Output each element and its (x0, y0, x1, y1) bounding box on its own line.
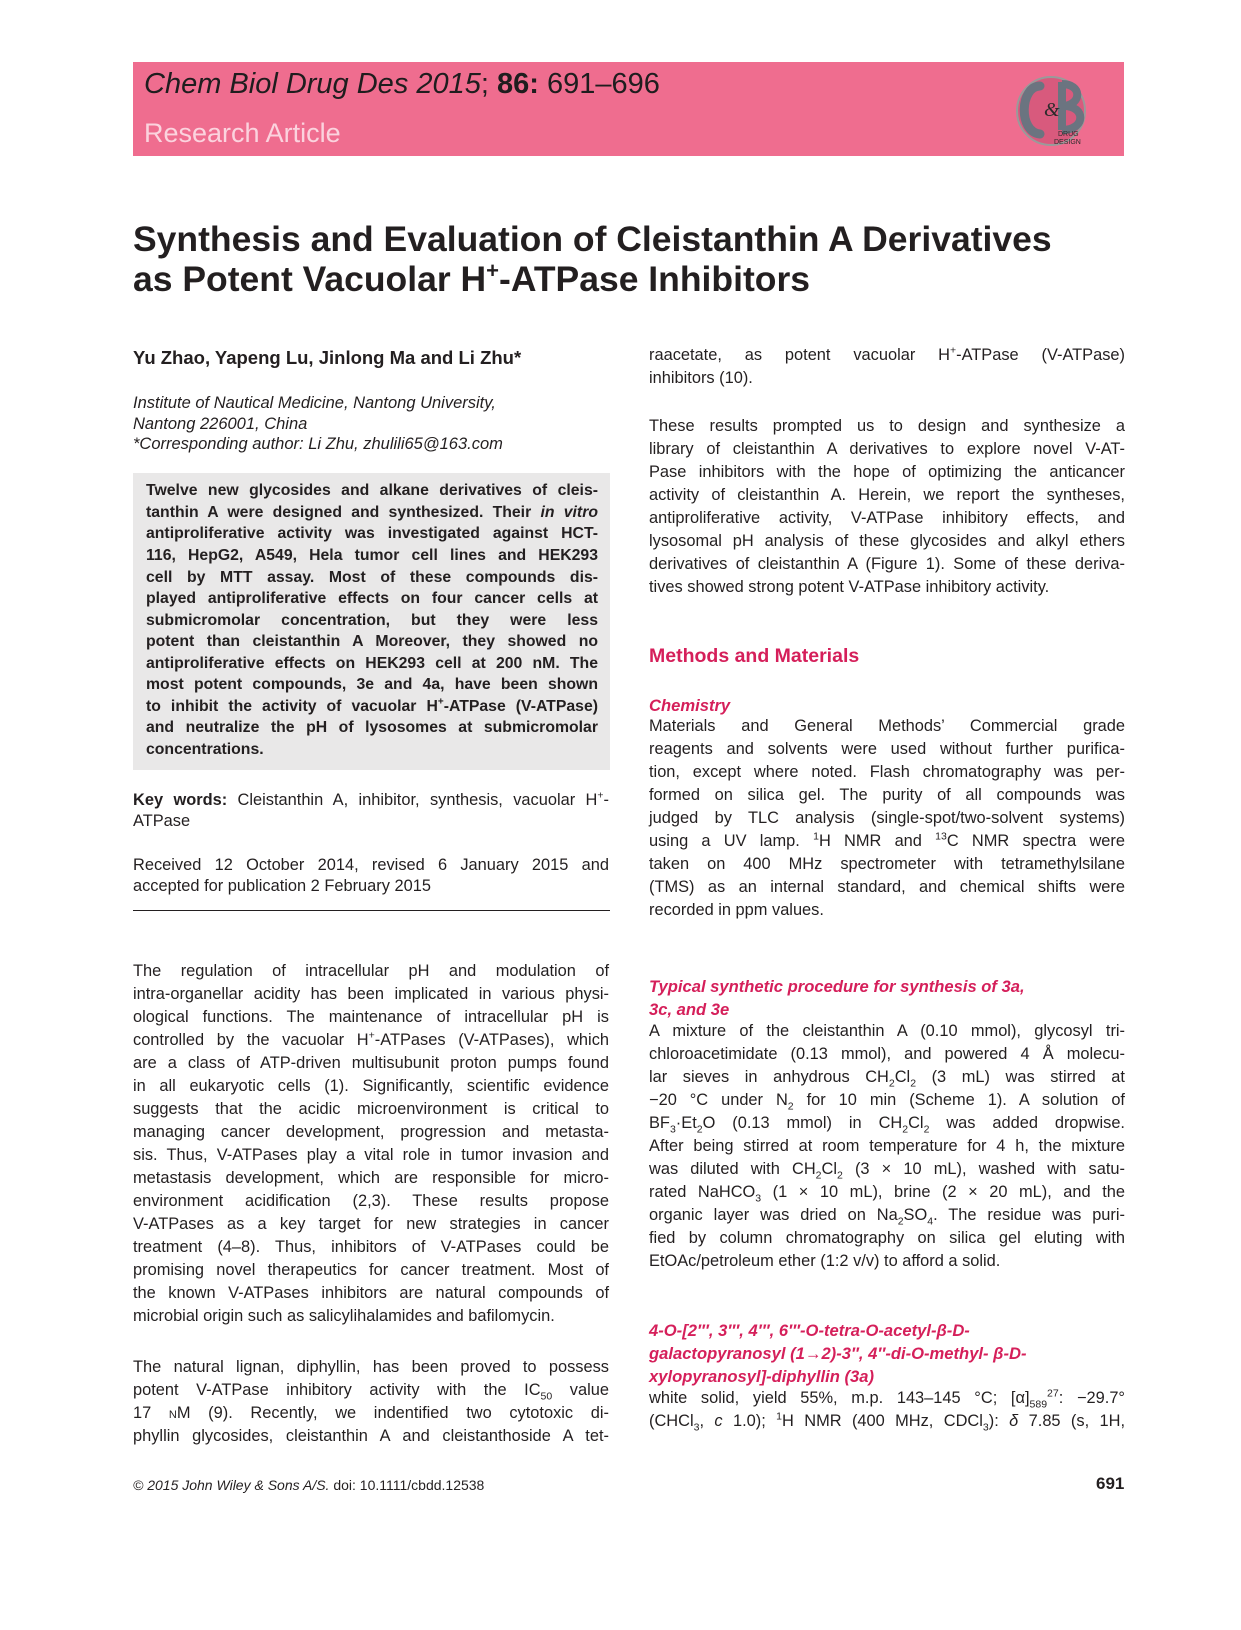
article-type: Research Article (144, 118, 341, 148)
body-line (649, 1159, 1125, 1180)
body-line: V-ATPases as a key target for new strategies in cancer (133, 1215, 609, 1233)
journal-volume: 86: (497, 68, 539, 100)
body-text: rated NaHCO (649, 1183, 756, 1201)
keywords-sup: + (597, 789, 604, 802)
body-text: C NMR spectra were (946, 832, 1125, 850)
journal-pages: 691–696 (538, 68, 660, 100)
body-line: The natural lignan, diphyllin, has been proved to possess (133, 1358, 609, 1376)
body-sup: + (949, 344, 957, 357)
body-sub: 4 (927, 1215, 934, 1228)
body-italic: δ (1009, 1412, 1019, 1430)
body-line: treatment (4–8). Thus, inhibitors of V-ATPases could be (133, 1238, 609, 1256)
body-text: potent V-ATPase inhibitory activity with the IC (133, 1381, 541, 1399)
title-line-2a: as Potent Vacuolar H (133, 259, 487, 299)
abstract-line: Twelve new glycosides and alkane derivatives of cleis- (146, 482, 598, 499)
body-text: controlled by the vacuolar H (133, 1031, 369, 1049)
affiliation-line-1: Institute of Nautical Medicine, Nantong University, (133, 394, 496, 412)
received-dates: Received 12 October 2014, revised 6 January 2015 and (133, 856, 609, 874)
abstract-line: submicromolar concentration, but they were less (146, 612, 598, 629)
body-text: (CHCl (649, 1412, 694, 1430)
doi-link[interactable]: doi: 10.1111/cbdd.12538 (329, 1477, 485, 1493)
journal-name: Chem Biol Drug Des 2015 (144, 68, 481, 100)
title-line-2b: -ATPase Inhibitors (499, 259, 811, 299)
subsection-heading-chemistry: Chemistry (649, 696, 731, 715)
compound-heading: 4-O-[2′′′, 3′′′, 4′′′, 6′′′-O-tetra-O-acetyl-β-D- (649, 1321, 970, 1340)
body-text: SO (903, 1206, 928, 1224)
body-sub: 589 (1029, 1398, 1048, 1411)
body-line: Pase inhibitors with the hope of optimizing the anticancer (649, 463, 1125, 481)
abstract-line (146, 502, 598, 524)
body-text: using a UV lamp. (649, 832, 814, 850)
body-text: organic layer was dried on Na (649, 1206, 898, 1224)
abstract-sup: + (437, 696, 444, 708)
body-line: activity of cleistanthin A. Herein, we report the syntheses, (649, 486, 1125, 504)
copyright: © 2015 John Wiley & Sons A/S. (133, 1477, 330, 1493)
body-line: judged by TLC analysis (single-spot/two-solvent systems) (649, 809, 1125, 827)
body-text: for 10 min (Scheme 1). A solution of (793, 1091, 1125, 1109)
keywords-line-2: ATPase (133, 812, 191, 830)
body-text: raacetate, as potent vacuolar H (649, 346, 950, 364)
page-number: 691 (1096, 1474, 1125, 1493)
body-sub: 2 (902, 1123, 909, 1136)
section-heading-methods: Methods and Materials (649, 645, 860, 667)
body-text: was added dropwise. (929, 1114, 1125, 1132)
abstract-text: -ATPase (V-ATPase) (443, 698, 598, 715)
body-sup: + (368, 1029, 375, 1042)
title-line-1: Synthesis and Evaluation of Cleistanthin A Derivatives (133, 219, 1052, 259)
body-line: formed on silica gel. The purity of all compounds was (649, 786, 1125, 804)
body-sub: 2 (787, 1100, 794, 1113)
subsection-heading-procedure-2: 3c, and 3e (649, 1000, 730, 1019)
body-line (649, 1090, 1125, 1111)
abstract-line: most potent compounds, 3e and 4a, have been shown (146, 676, 598, 693)
citation-separator: ; (480, 68, 498, 100)
subsection-heading-procedure: Typical synthetic procedure for synthesis of 3a, (649, 977, 1025, 996)
body-text: ·Et (675, 1114, 697, 1132)
body-line: reagents and solvents were used without further purifica- (649, 740, 1125, 758)
body-text: −20 °C under N (649, 1091, 788, 1109)
body-line: A mixture of the cleistanthin A (0.10 mmol), glycosyl tri- (649, 1022, 1125, 1040)
body-text: BF (649, 1114, 670, 1132)
body-italic: c (714, 1412, 723, 1430)
body-line: The regulation of intracellular pH and modulation of (133, 962, 609, 980)
body-sup: 13 (935, 830, 947, 843)
body-sub: 3 (982, 1421, 989, 1434)
title-sup: + (486, 258, 500, 284)
body-line: phyllin glycosides, cleistanthin A and cleistanthoside A tet- (133, 1427, 609, 1445)
body-text: 1.0); (722, 1412, 777, 1430)
body-line (649, 1067, 1125, 1088)
body-text: O (0.13 mmol) in CH (702, 1114, 903, 1132)
logo-subtitle-2: DESIGN (1054, 139, 1081, 146)
keywords-text: - (603, 791, 609, 809)
body-line: Materials and General Methods’ Commercial grade (649, 717, 1125, 735)
body-text: (3 mL) was stirred at (916, 1068, 1125, 1086)
body-text: . The residue was puri- (933, 1206, 1125, 1224)
body-sup: 27 (1047, 1387, 1059, 1400)
abstract-text: to inhibit the activity of vacuolar H (146, 698, 438, 715)
keywords-text: Cleistanthin A, inhibitor, synthesis, vacuolar H (227, 791, 598, 809)
body-line: These results prompted us to design and synthesize a (649, 417, 1125, 435)
journal-logo-icon (1010, 72, 1092, 150)
body-text: Cl (894, 1068, 911, 1086)
abstract-line: 116, HepG2, A549, Hela tumor cell lines and HEK293 (146, 547, 598, 564)
abstract-text: tanthin A were designed and synthesized. Their (146, 504, 541, 521)
body-line (649, 1205, 1125, 1226)
article-title (133, 219, 1133, 299)
body-line: intra-organellar acidity has been implicated in various physi- (133, 985, 609, 1003)
abstract-line: antiproliferative activity was investigated against HCT- (146, 525, 598, 542)
keywords-label: Key words: (133, 791, 228, 809)
abstract-line: concentrations. (146, 741, 264, 758)
body-sub: 3 (693, 1421, 700, 1434)
body-unit: nM (168, 1404, 191, 1422)
body-text: -ATPases (V-ATPases), which (374, 1031, 610, 1049)
body-sup: 1 (813, 830, 819, 843)
abstract-line (146, 696, 598, 718)
divider (133, 910, 610, 911)
body-sub: 2 (815, 1169, 822, 1182)
body-line: managing cancer development, progression and metasta- (133, 1123, 609, 1141)
body-line: After being stirred at room temperature for 4 h, the mixture (649, 1137, 1125, 1155)
body-line: taken on 400 MHz spectrometer with tetramethylsilane (649, 855, 1125, 873)
body-line (133, 1403, 609, 1424)
compound-heading-2: galactopyranosyl (1→2)-3′′, 4′′-di-O-methyl- β-D- (649, 1344, 1027, 1363)
body-line: tion, except where noted. Flash chromatography was per- (649, 763, 1125, 781)
body-text: H NMR (400 MHz, CDCl (782, 1412, 983, 1430)
corresponding-author: *Corresponding author: Li Zhu, zhulili65@163.com (133, 435, 503, 453)
body-sub: 2 (888, 1077, 895, 1090)
body-sup: 1 (776, 1410, 783, 1423)
title-line-2 (133, 259, 1133, 299)
body-text: (9). Recently, we indentified two cytotoxic di- (190, 1404, 609, 1422)
body-line: suggests that the acidic microenvironment is critical to (133, 1100, 609, 1118)
logo-ampersand: & (1044, 99, 1060, 121)
body-line: recorded in ppm values. (649, 901, 824, 919)
body-line (649, 831, 1125, 852)
body-line (649, 1388, 1125, 1409)
body-line: (TMS) as an internal standard, and chemical shifts were (649, 878, 1125, 896)
body-line: derivatives of cleistanthin A (Figure 1). Some of these deriva- (649, 555, 1125, 573)
body-line: library of cleistanthin A derivatives to explore novel V-AT- (649, 440, 1125, 458)
body-sub: 3 (755, 1192, 762, 1205)
body-sub: 3 (669, 1123, 676, 1136)
body-text: -ATPase (V-ATPase) (956, 346, 1125, 364)
body-line: EtOAc/petroleum ether (1:2 v/v) to afford a solid. (649, 1252, 1001, 1270)
abstract-line: cell by MTT assay. Most of these compounds dis- (146, 569, 598, 586)
body-line: antiproliferative activity, V-ATPase inhibitory effects, and (649, 509, 1125, 527)
body-text: was diluted with CH (649, 1160, 816, 1178)
body-line: inhibitors (10). (649, 369, 753, 387)
body-sub: 2 (910, 1077, 917, 1090)
logo-subtitle: DRUG (1058, 131, 1079, 138)
body-sub: 50 (540, 1390, 553, 1403)
body-sub: 2 (837, 1169, 843, 1182)
body-line: fied by column chromatography on silica gel eluting with (649, 1229, 1125, 1247)
body-line: chloroacetimidate (0.13 mmol), and powered 4 Å molecu- (649, 1045, 1125, 1063)
authors: Yu Zhao, Yapeng Lu, Jinlong Ma and Li Zhu* (133, 347, 522, 368)
body-text: lar sieves in anhydrous CH (649, 1068, 889, 1086)
body-sub: 2 (897, 1215, 904, 1228)
body-text: value (552, 1381, 609, 1399)
body-text: (3 × 10 mL), washed with satu- (842, 1160, 1125, 1178)
body-line (649, 1411, 1125, 1432)
body-line: are a class of ATP-driven multisubunit proton pumps found (133, 1054, 609, 1072)
body-sub: 2 (923, 1123, 930, 1136)
body-text: Cl (821, 1160, 837, 1178)
body-line: ological functions. The maintenance of intracellular pH is (133, 1008, 609, 1026)
body-line: sis. Thus, V-ATPases play a vital role in tumor invasion and (133, 1146, 609, 1164)
body-text: (1 × 10 mL), brine (2 × 20 mL), and the (761, 1183, 1125, 1201)
abstract-italic: in vitro (540, 504, 598, 521)
compound-heading-3: xylopyranosyl]-diphyllin (3a) (649, 1367, 874, 1386)
body-line: promising novel therapeutics for cancer treatment. Most of (133, 1261, 609, 1279)
body-line: tives showed strong potent V-ATPase inhibitory activity. (649, 578, 1050, 596)
body-line (649, 1182, 1125, 1203)
abstract-line: potent than cleistanthin A Moreover, they showed no (146, 633, 598, 650)
abstract-line: played antiproliferative effects on four cancer cells at (146, 590, 598, 607)
affiliation-line-2: Nantong 226001, China (133, 415, 308, 433)
journal-citation (144, 68, 660, 101)
body-text: Cl (908, 1114, 924, 1132)
accepted-date: accepted for publication 2 February 2015 (133, 877, 431, 895)
body-line (133, 1030, 609, 1051)
body-text: 17 (133, 1404, 169, 1422)
body-text: 7.85 (s, 1H, (1018, 1412, 1126, 1430)
body-sub: 2 (696, 1123, 703, 1136)
abstract-line: and neutralize the pH of lysosomes at submicromolar (146, 719, 598, 736)
abstract-line: antiproliferative effects on HEK293 cell at 200 nM. The (146, 655, 598, 672)
body-text: H NMR and (818, 832, 936, 850)
body-line: the known V-ATPases inhibitors are natural compounds of (133, 1284, 609, 1302)
body-line: lysosomal pH analysis of these glycosides and alkyl ethers (649, 532, 1125, 550)
body-line (649, 1113, 1125, 1134)
body-text: ): (988, 1412, 1010, 1430)
body-line: metastasis development, which are responsible for micro- (133, 1169, 609, 1187)
footer-citation (133, 1477, 484, 1493)
body-line (649, 345, 1125, 366)
keywords (133, 790, 609, 811)
body-line: in all eukaryotic cells (1). Significantly, scientific evidence (133, 1077, 609, 1095)
body-line: environment acidification (2,3). These results propose (133, 1192, 609, 1210)
body-line: microbial origin such as salicylihalamides and bafilomycin. (133, 1307, 555, 1325)
body-text: white solid, yield 55%, m.p. 143–145 °C; [α] (649, 1389, 1030, 1407)
body-line (133, 1380, 609, 1401)
body-text: : −29.7° (1058, 1389, 1125, 1407)
body-text: , (699, 1412, 715, 1430)
